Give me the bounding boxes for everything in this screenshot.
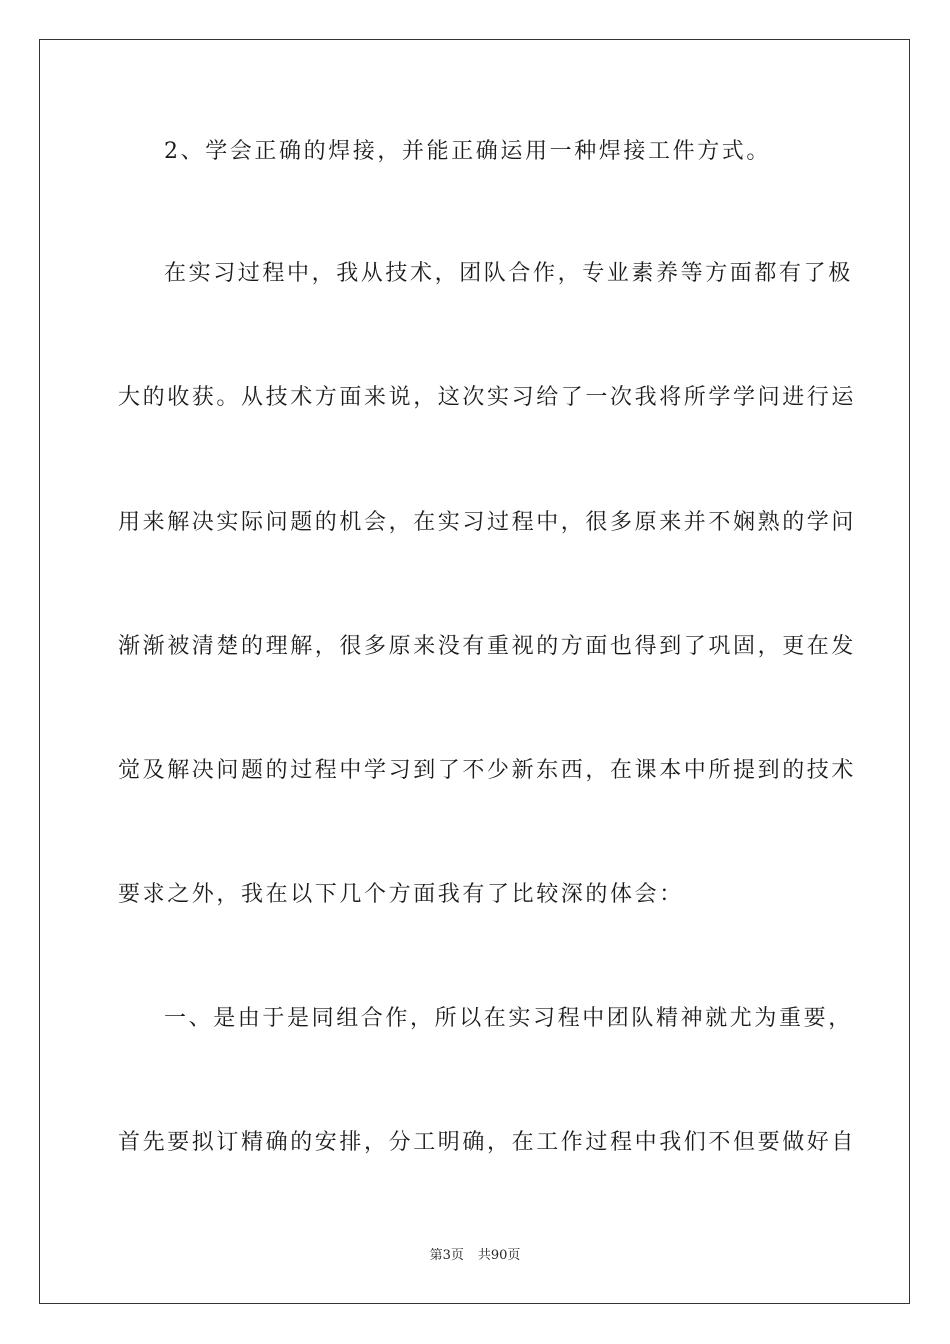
page-footer [0, 1247, 950, 1265]
page-number: 第3页 [429, 1248, 464, 1263]
text-line-8: 一、是由于是同组合作，所以在实习程中团队精神就尤为重要， [164, 1006, 853, 1031]
text-line-3: 大的收获。从技术方面来说，这次实习给了一次我将所学学问进行运 [118, 385, 857, 410]
text-line-4: 用来解决实际问题的机会，在实习过程中，很多原来并不娴熟的学问 [118, 510, 857, 535]
text-line-9: 首先要拟订精确的安排，分工明确，在工作过程中我们不但要做好自 [118, 1130, 857, 1155]
text-line-6: 觉及解决问题的过程中学习到了不少新东西，在课本中所提到的技术 [118, 758, 857, 783]
text-line-5: 渐渐被清楚的理解，很多原来没有重视的方面也得到了巩固，更在发 [118, 634, 857, 659]
text-line-7: 要求之外，我在以下几个方面我有了比较深的体会： [118, 882, 684, 907]
page-total: 共90页 [477, 1248, 521, 1263]
page-border [39, 39, 910, 1304]
text-line-2: 在实习过程中，我从技术，团队合作，专业素养等方面都有了极 [164, 261, 853, 286]
text-line-1: 2、学会正确的焊接，并能正确运用一种焊接工件方式。 [164, 139, 771, 164]
